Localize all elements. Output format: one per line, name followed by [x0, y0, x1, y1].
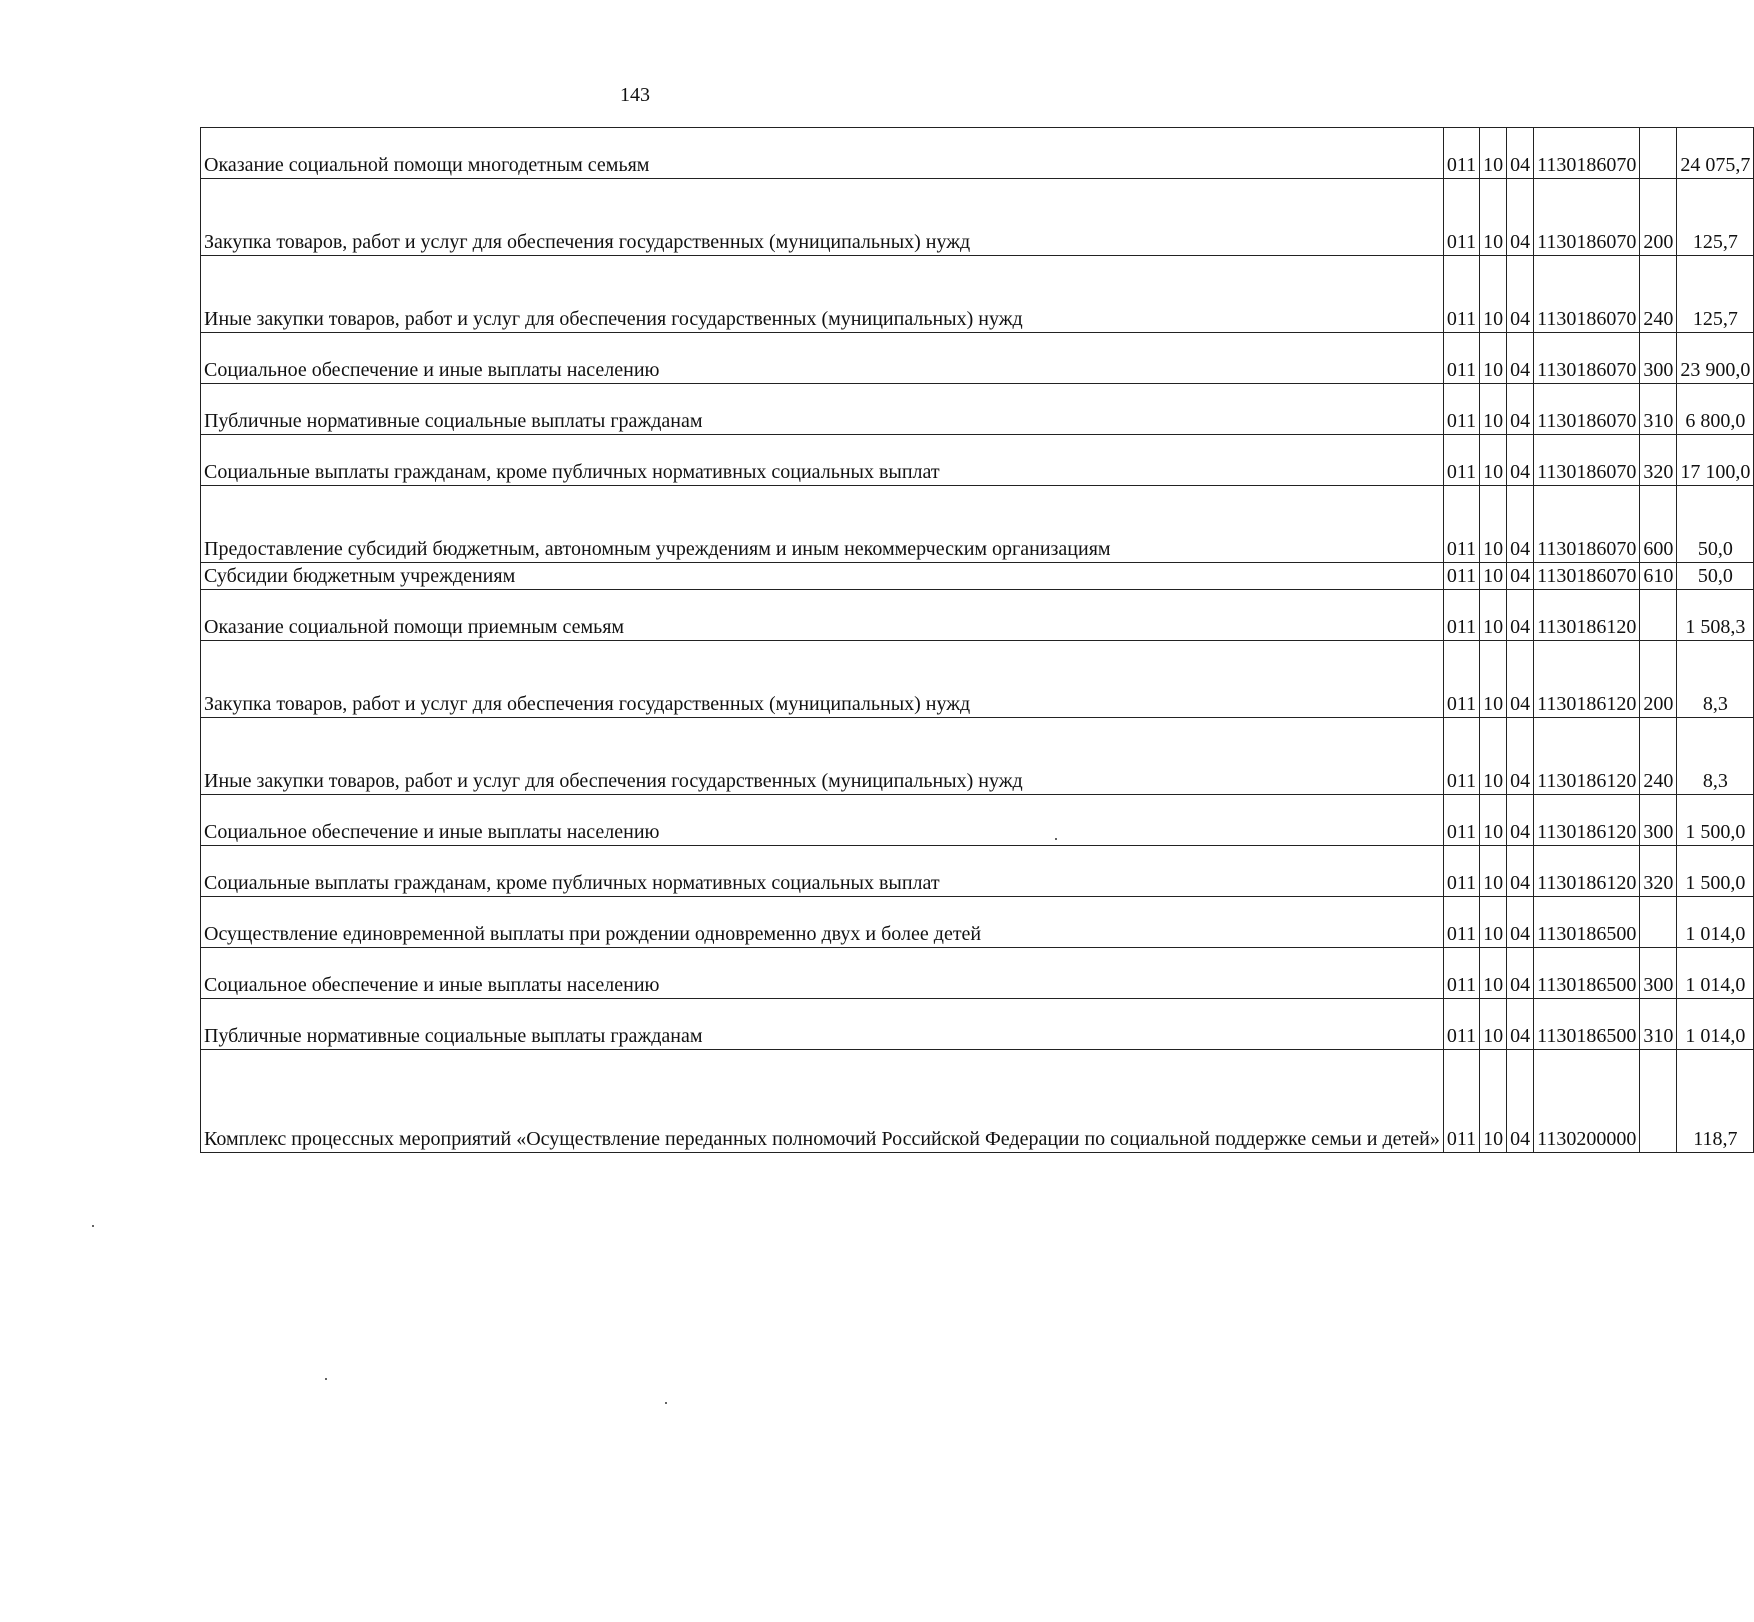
row-code-cell: 011	[1443, 590, 1479, 641]
row-name-cell: Оказание социальной помощи приемным семьям	[201, 590, 1444, 641]
row-subsection-cell: 04	[1507, 333, 1534, 384]
row-code-cell: 011	[1443, 435, 1479, 486]
row-name-cell: Закупка товаров, работ и услуг для обеспечения государственных (муниципальных) нужд	[201, 641, 1444, 718]
row-subsection-cell: 04	[1507, 1050, 1534, 1153]
row-name-cell: Иные закупки товаров, работ и услуг для обеспечения государственных (муниципальных) нужд	[201, 256, 1444, 333]
row-section-cell: 10	[1480, 435, 1507, 486]
row-vr-cell: 300	[1640, 795, 1677, 846]
row-name-cell: Социальные выплаты гражданам, кроме публичных нормативных социальных выплат	[201, 435, 1444, 486]
row-subsection-cell: 04	[1507, 590, 1534, 641]
row-vr-cell: 200	[1640, 179, 1677, 256]
row-code-cell: 011	[1443, 563, 1479, 590]
row-sum-cell: 125,7	[1677, 179, 1754, 256]
table-row	[201, 999, 1754, 1050]
row-subsection-cell: 04	[1507, 641, 1534, 718]
row-subsection-cell: 04	[1507, 897, 1534, 948]
row-code-cell: 011	[1443, 179, 1479, 256]
row-section-cell: 10	[1480, 718, 1507, 795]
row-section-cell: 10	[1480, 179, 1507, 256]
scan-speck	[325, 1378, 327, 1380]
table-row	[201, 718, 1754, 795]
table-row	[201, 486, 1754, 563]
row-section-cell: 10	[1480, 846, 1507, 897]
row-sum-cell: 1 014,0	[1677, 999, 1754, 1050]
row-vr-cell: 600	[1640, 486, 1677, 563]
row-csr-cell: 1130186070	[1534, 256, 1640, 333]
row-section-cell: 10	[1480, 256, 1507, 333]
row-subsection-cell: 04	[1507, 256, 1534, 333]
scan-speck	[665, 1402, 667, 1404]
row-code-cell: 011	[1443, 128, 1479, 179]
table-row	[201, 846, 1754, 897]
row-vr-cell: 610	[1640, 563, 1677, 590]
row-csr-cell: 1130186070	[1534, 179, 1640, 256]
row-section-cell: 10	[1480, 1050, 1507, 1153]
row-section-cell: 10	[1480, 999, 1507, 1050]
row-sum-cell: 1 500,0	[1677, 846, 1754, 897]
budget-table	[200, 127, 1754, 1153]
row-sum-cell: 50,0	[1677, 563, 1754, 590]
row-name-cell: Оказание социальной помощи многодетным семьям	[201, 128, 1444, 179]
row-name-cell: Социальное обеспечение и иные выплаты населению	[201, 948, 1444, 999]
row-name-cell: Осуществление единовременной выплаты при рождении одновременно двух и более детей	[201, 897, 1444, 948]
row-code-cell: 011	[1443, 948, 1479, 999]
table-row	[201, 435, 1754, 486]
row-subsection-cell: 04	[1507, 846, 1534, 897]
row-name-cell: Комплекс процессных мероприятий «Осуществление переданных полномочий Российской Федерации по социальной поддержке семьи и детей»	[201, 1050, 1444, 1153]
row-vr-cell: 310	[1640, 999, 1677, 1050]
row-section-cell: 10	[1480, 333, 1507, 384]
row-sum-cell: 50,0	[1677, 486, 1754, 563]
row-vr-cell	[1640, 897, 1677, 948]
table-row	[201, 948, 1754, 999]
row-subsection-cell: 04	[1507, 948, 1534, 999]
row-code-cell: 011	[1443, 897, 1479, 948]
row-csr-cell: 1130186070	[1534, 435, 1640, 486]
row-code-cell: 011	[1443, 1050, 1479, 1153]
row-section-cell: 10	[1480, 795, 1507, 846]
row-vr-cell: 300	[1640, 948, 1677, 999]
row-csr-cell: 1130186120	[1534, 590, 1640, 641]
row-name-cell: Субсидии бюджетным учреждениям	[201, 563, 1444, 590]
row-section-cell: 10	[1480, 486, 1507, 563]
row-section-cell: 10	[1480, 897, 1507, 948]
row-subsection-cell: 04	[1507, 486, 1534, 563]
row-sum-cell: 1 508,3	[1677, 590, 1754, 641]
table-row	[201, 333, 1754, 384]
table-row	[201, 128, 1754, 179]
row-section-cell: 10	[1480, 948, 1507, 999]
row-csr-cell: 1130186070	[1534, 563, 1640, 590]
row-vr-cell: 240	[1640, 256, 1677, 333]
row-csr-cell: 1130186070	[1534, 384, 1640, 435]
row-code-cell: 011	[1443, 718, 1479, 795]
row-code-cell: 011	[1443, 999, 1479, 1050]
row-subsection-cell: 04	[1507, 718, 1534, 795]
row-sum-cell: 23 900,0	[1677, 333, 1754, 384]
budget-table-body	[201, 128, 1754, 1153]
row-csr-cell: 1130186120	[1534, 641, 1640, 718]
row-sum-cell: 125,7	[1677, 256, 1754, 333]
row-sum-cell: 17 100,0	[1677, 435, 1754, 486]
row-name-cell: Социальные выплаты гражданам, кроме публичных нормативных социальных выплат	[201, 846, 1444, 897]
row-vr-cell	[1640, 590, 1677, 641]
table-row	[201, 384, 1754, 435]
row-vr-cell	[1640, 1050, 1677, 1153]
row-code-cell: 011	[1443, 795, 1479, 846]
row-name-cell: Социальное обеспечение и иные выплаты населению	[201, 795, 1444, 846]
table-row	[201, 795, 1754, 846]
row-subsection-cell: 04	[1507, 384, 1534, 435]
row-csr-cell: 1130186070	[1534, 333, 1640, 384]
row-csr-cell: 1130186070	[1534, 486, 1640, 563]
table-row	[201, 256, 1754, 333]
scan-speck	[1055, 838, 1057, 840]
page-number: 143	[620, 84, 650, 106]
row-sum-cell: 8,3	[1677, 641, 1754, 718]
row-section-cell: 10	[1480, 128, 1507, 179]
row-subsection-cell: 04	[1507, 999, 1534, 1050]
row-vr-cell: 310	[1640, 384, 1677, 435]
row-vr-cell: 320	[1640, 846, 1677, 897]
row-name-cell: Предоставление субсидий бюджетным, автономным учреждениям и иным некоммерческим организациям	[201, 486, 1444, 563]
row-sum-cell: 6 800,0	[1677, 384, 1754, 435]
row-name-cell: Социальное обеспечение и иные выплаты населению	[201, 333, 1444, 384]
row-csr-cell: 1130186500	[1534, 999, 1640, 1050]
row-vr-cell	[1640, 128, 1677, 179]
row-vr-cell: 200	[1640, 641, 1677, 718]
row-subsection-cell: 04	[1507, 563, 1534, 590]
row-subsection-cell: 04	[1507, 128, 1534, 179]
row-code-cell: 011	[1443, 256, 1479, 333]
row-vr-cell: 240	[1640, 718, 1677, 795]
row-name-cell: Иные закупки товаров, работ и услуг для обеспечения государственных (муниципальных) нужд	[201, 718, 1444, 795]
row-csr-cell: 1130186070	[1534, 128, 1640, 179]
row-code-cell: 011	[1443, 384, 1479, 435]
row-name-cell: Публичные нормативные социальные выплаты гражданам	[201, 384, 1444, 435]
row-sum-cell: 1 500,0	[1677, 795, 1754, 846]
row-csr-cell: 1130186120	[1534, 718, 1640, 795]
row-section-cell: 10	[1480, 590, 1507, 641]
row-vr-cell: 320	[1640, 435, 1677, 486]
table-row	[201, 897, 1754, 948]
row-csr-cell: 1130186500	[1534, 897, 1640, 948]
row-sum-cell: 1 014,0	[1677, 897, 1754, 948]
row-sum-cell: 24 075,7	[1677, 128, 1754, 179]
table-row	[201, 641, 1754, 718]
row-subsection-cell: 04	[1507, 179, 1534, 256]
row-code-cell: 011	[1443, 641, 1479, 718]
row-csr-cell: 1130186500	[1534, 948, 1640, 999]
row-csr-cell: 1130200000	[1534, 1050, 1640, 1153]
row-sum-cell: 8,3	[1677, 718, 1754, 795]
scan-speck	[92, 1225, 94, 1227]
table-row	[201, 563, 1754, 590]
row-name-cell: Закупка товаров, работ и услуг для обеспечения государственных (муниципальных) нужд	[201, 179, 1444, 256]
row-subsection-cell: 04	[1507, 795, 1534, 846]
row-code-cell: 011	[1443, 486, 1479, 563]
row-sum-cell: 1 014,0	[1677, 948, 1754, 999]
row-section-cell: 10	[1480, 384, 1507, 435]
row-code-cell: 011	[1443, 333, 1479, 384]
table-row	[201, 1050, 1754, 1153]
row-section-cell: 10	[1480, 563, 1507, 590]
row-name-cell: Публичные нормативные социальные выплаты гражданам	[201, 999, 1444, 1050]
table-row	[201, 179, 1754, 256]
table-row	[201, 590, 1754, 641]
row-csr-cell: 1130186120	[1534, 795, 1640, 846]
row-section-cell: 10	[1480, 641, 1507, 718]
row-subsection-cell: 04	[1507, 435, 1534, 486]
row-code-cell: 011	[1443, 846, 1479, 897]
row-vr-cell: 300	[1640, 333, 1677, 384]
row-csr-cell: 1130186120	[1534, 846, 1640, 897]
row-sum-cell: 118,7	[1677, 1050, 1754, 1153]
